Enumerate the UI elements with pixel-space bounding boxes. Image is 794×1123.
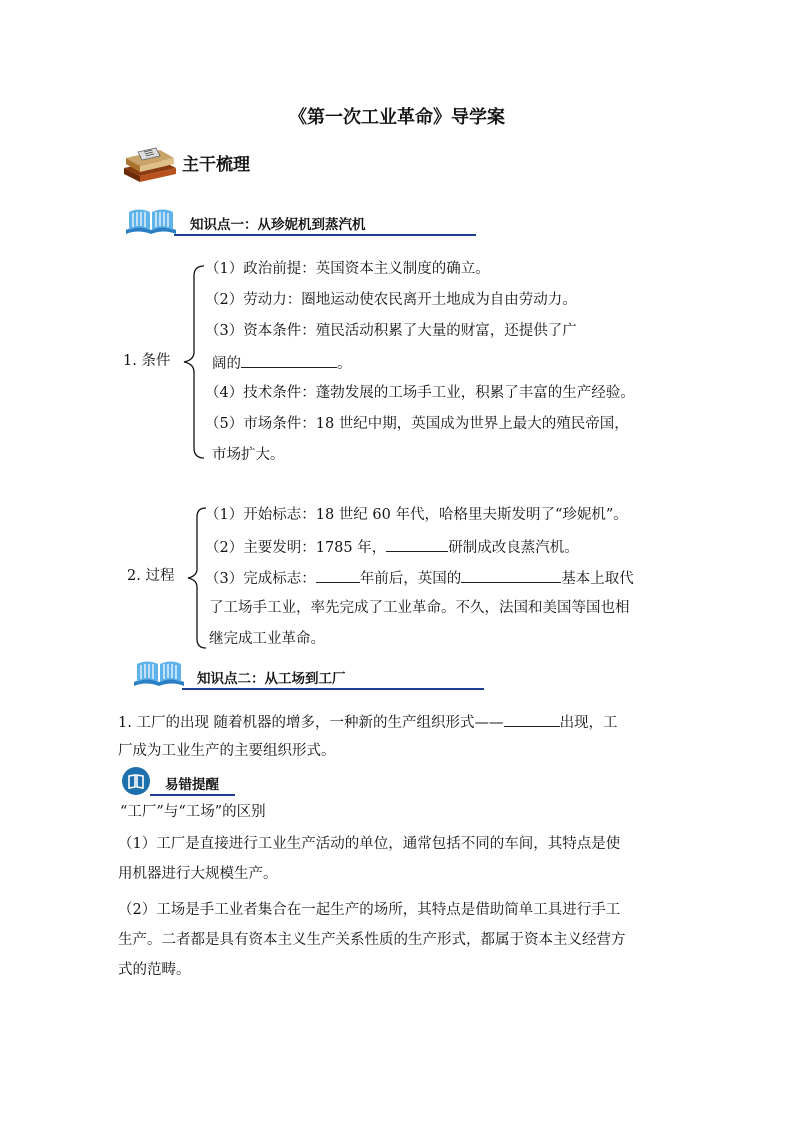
kp2-label: 知识点二：从工场到工厂 [197, 671, 346, 687]
tip-line-1: （1）工厂是直接进行工业生产活动的单位，通常包括不同的车间，其特点是使 [118, 836, 621, 852]
cond-line-6: （5）市场条件：18 世纪中期，英国成为世界上最大的殖民帝国， [205, 416, 629, 432]
kp1-label: 知识点一：从珍妮机到蒸汽机 [190, 217, 366, 233]
conditions-label: 1. 条件 [123, 353, 171, 369]
process-label: 2. 过程 [127, 568, 175, 584]
answer-blank[interactable] [316, 567, 360, 583]
kp2-line-2: 厂成为工业生产的主要组织形式。 [118, 743, 336, 759]
book-circle-icon [121, 766, 151, 796]
tip-line-4: 生产。二者都是具有资本主义生产关系性质的生产形式，都属于资本主义经营方 [118, 932, 626, 948]
cond-line-7: 市场扩大。 [212, 447, 285, 463]
tip-line-5: 式的范畴。 [118, 962, 191, 978]
cond-line-5: （4）技术条件：蓬勃发展的工场手工业，积累了丰富的生产经验。 [205, 385, 635, 401]
cond-line-1: （1）政治前提：英国资本主义制度的确立。 [205, 261, 490, 277]
tip-underline [150, 794, 235, 796]
tip-line-2: 用机器进行大规模生产。 [118, 866, 278, 882]
page-title: 《第一次工业革命》导学案 [289, 107, 505, 128]
conditions-brace [178, 262, 208, 462]
answer-blank[interactable] [504, 711, 560, 727]
kp2-underline [182, 688, 484, 690]
kp2-line-1: 1. 工厂的出现 随着机器的增多，一种新的生产组织形式—— 出现，工 [118, 711, 618, 733]
answer-blank[interactable] [386, 536, 448, 552]
open-book-icon [132, 658, 186, 688]
answer-blank[interactable] [241, 352, 337, 368]
tip-label: 易错提醒 [165, 777, 219, 793]
process-line-4: 了工场手工业，率先完成了工业革命。不久，法国和美国等国也相 [209, 600, 630, 616]
process-line-2: （2）主要发明：1785 年， 研制成改良蒸汽机。 [205, 536, 579, 558]
cond-line-2: （2）劳动力：圈地运动使农民离开土地成为自由劳动力。 [205, 292, 577, 308]
answer-blank[interactable] [461, 567, 561, 583]
cond-line-3: （3）资本条件：殖民活动积累了大量的财富，还提供了广 [205, 323, 577, 339]
process-line-3: （3）完成标志： 年前后，英国的 基本上取代 [205, 567, 634, 589]
tip-subtitle: “工厂”与“工场”的区别 [120, 804, 266, 820]
tip-line-3: （2）工场是手工业者集合在一起生产的场所，其特点是借助简单工具进行手工 [118, 902, 621, 918]
cond-line-4: 阔的 。 [212, 352, 352, 374]
section-heading: 主干梳理 [182, 155, 250, 175]
book-stack-icon [120, 142, 178, 184]
open-book-icon [124, 206, 178, 236]
process-line-1: （1）开始标志：18 世纪 60 年代，哈格里夫斯发明了“珍妮机”。 [205, 507, 628, 523]
kp1-underline [174, 234, 476, 236]
process-line-5: 继完成工业革命。 [209, 631, 325, 647]
